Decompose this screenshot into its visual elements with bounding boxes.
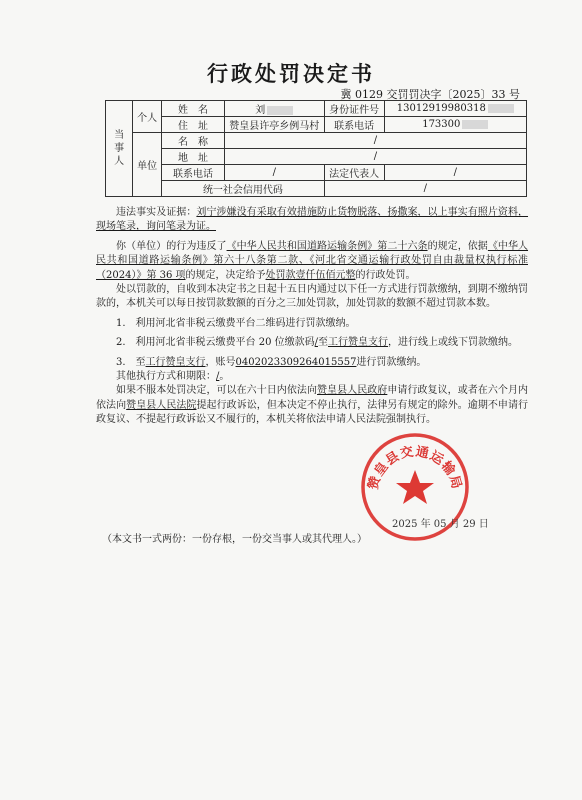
redaction-mark — [488, 104, 514, 113]
violation-text-2: 的规定，依据 — [427, 240, 488, 252]
pay3-text: 3. 至 — [116, 356, 146, 368]
pay3-text-b: ，账号 — [205, 356, 236, 368]
legal-rep-label: 法定代表人 — [324, 165, 384, 181]
party-info-table — [105, 100, 527, 197]
payment-method-1: 1. 利用河北省非税云缴费平台二维码进行罚款缴纳。 — [116, 317, 356, 329]
pay3-account: 0402023309264015557 — [235, 356, 357, 368]
penalty-amount: 处罚款壹仟伍佰元整 — [265, 269, 356, 281]
appeal-court: 赞皇县人民法院 — [126, 399, 197, 411]
document-title: 行政处罚决定书 — [207, 62, 375, 86]
party-label: 当事人 — [106, 101, 133, 197]
pay3-text-c: 进行罚款缴纳。 — [356, 356, 427, 368]
other-value: / — [216, 371, 220, 383]
name-value: 刘 — [255, 105, 266, 116]
violation-paragraph — [96, 240, 528, 283]
unit-name-value: / — [224, 133, 526, 149]
document-number: 冀 0129 交罚罚决字〔2025〕33 号 — [340, 88, 520, 101]
decision-body — [96, 206, 528, 428]
phone-label: 联系电话 — [324, 117, 384, 133]
violation-text: 你（单位）的行为违反了 — [116, 240, 227, 252]
appeal-government: 赞皇县人民政府 — [317, 385, 388, 397]
credit-code-label: 统一社会信用代码 — [162, 181, 325, 197]
id-value: 13012919980318 — [396, 103, 486, 114]
name-label: 姓 名 — [162, 101, 225, 117]
facts-paragraph — [96, 206, 528, 235]
issue-date: 2025 年 05 月 29 日 — [392, 519, 489, 530]
other-text-b: 。 — [219, 371, 230, 383]
unit-name-label: 名 称 — [162, 133, 225, 149]
pay2-text-b: 至 — [318, 337, 328, 349]
payment-intro: 处以罚款的，自收到本决定书之日起十五日内通过以下任一方式进行罚款缴纳，到期不缴纳罚款的，本机关可以每日按罚款数额的百分之三加处罚款，加处罚款的数额不超过罚款本数。 — [96, 284, 528, 310]
unit-address-label: 地 址 — [162, 149, 225, 165]
pay2-code: / — [314, 337, 318, 349]
address-label: 住 址 — [162, 117, 225, 133]
unit-address-value: / — [224, 149, 526, 165]
payment-method-2 — [96, 336, 528, 350]
appeal-text-c: 提起行政诉讼，但本决定不停止执行，法律另有规定的除外。逾期不申请行政复议、不提起行政诉讼又不履行的，本机关将依法申请人民法院强制执行。 — [96, 399, 529, 426]
unit-phone-label: 联系电话 — [162, 165, 225, 181]
individual-label: 个人 — [133, 101, 162, 133]
basis-text: 的规定，决定给予 — [185, 269, 266, 281]
basis-law: 《中华人民共和国道路运输条例》第六十八条第二款、《河北省交通运输行政处罚自由裁量权执行标准（2024）》第 36 项 — [96, 240, 529, 281]
appeal-text-b: 申请行政复议，或者在六个月内依法向 — [96, 385, 529, 411]
appeal-text: 如果不服本处罚决定，可以在六十日内依法向 — [116, 385, 317, 397]
phone-value: 173300 — [422, 119, 461, 130]
unit-label: 单位 — [133, 133, 162, 197]
facts-text: 刘宁涉嫌没有采取有效措施防止货物脱落、扬撒案，以上事实有照片资料，现场笔录，询问笔录为证。 — [96, 207, 529, 233]
unit-phone-value: / — [224, 165, 324, 181]
appeal-paragraph — [96, 384, 528, 427]
copies-note: （本文书一式两份：一份存根，一份交当事人或其代理人。） — [102, 534, 367, 545]
other-text: 其他执行方式和期限： — [116, 371, 216, 383]
redaction-mark — [462, 120, 488, 129]
penalty-text: 的行政处罚。 — [355, 269, 416, 281]
pay2-text-c: ，进行线上或线下罚款缴纳。 — [388, 337, 518, 349]
address-value: 赞皇县许亭乡例马村 — [224, 117, 324, 133]
seal-text: 赞皇县交通运输局 — [365, 444, 465, 492]
other-execution — [96, 370, 528, 384]
id-label: 身份证件号 — [324, 101, 384, 117]
payment-method-3 — [96, 356, 528, 370]
facts-label: 违法事实及证据： — [116, 207, 197, 218]
credit-code-value: / — [324, 181, 526, 197]
pay2-bank: 工行赞皇支行 — [328, 337, 388, 349]
pay3-bank: 工行赞皇支行 — [145, 356, 206, 368]
violation-law: 《中华人民共和国道路运输条例》第二十六条 — [226, 240, 428, 252]
legal-rep-value: / — [384, 165, 526, 181]
pay2-text: 2. 利用河北省非税云缴费平台 20 位缴款码 — [116, 337, 315, 349]
redaction-mark — [267, 106, 293, 115]
